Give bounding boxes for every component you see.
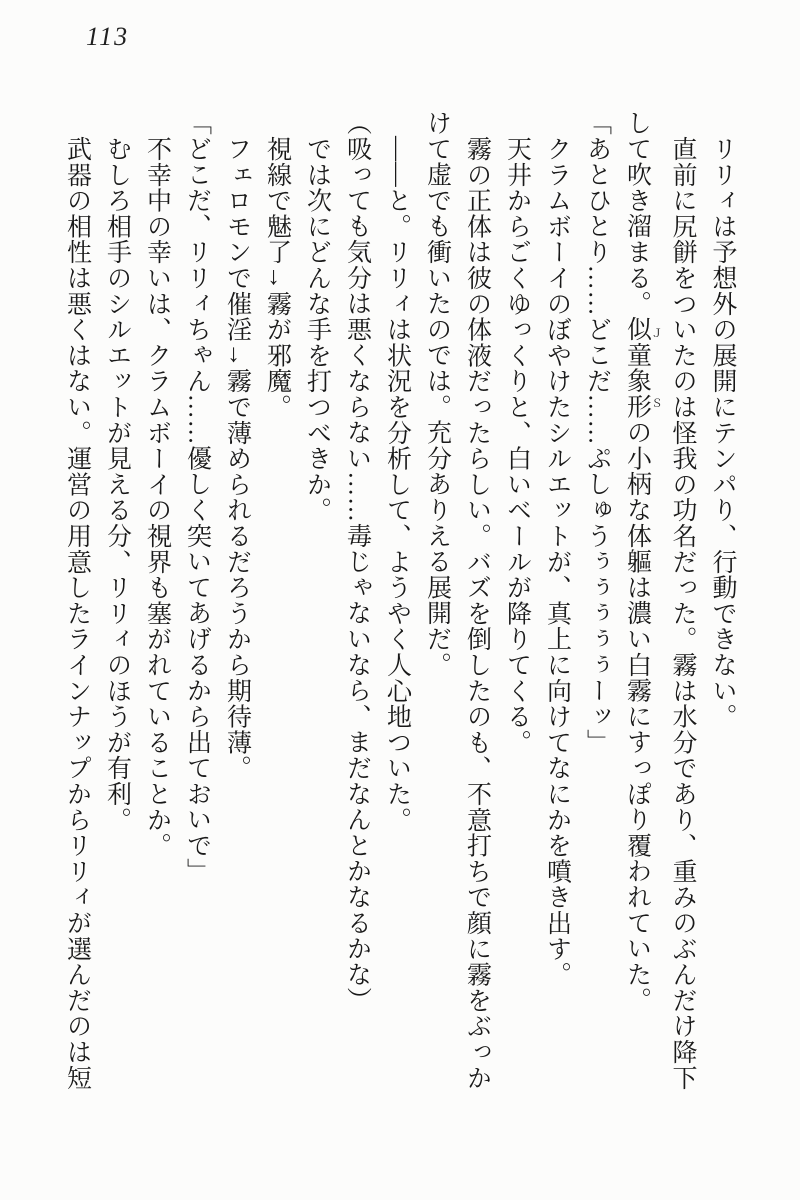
text-segment: の小柄な体軀は濃い白霧にすっぽり覆われていた。	[623, 419, 651, 1014]
ruby-base: 似童象形	[623, 316, 651, 420]
text-line-16: むしろ相手のシルエットが見える分、リリィのほうが有利。	[103, 136, 131, 833]
ruby-text: ＪＳ	[650, 316, 662, 420]
text-line-10: （吸っても気分は悪くならない……毒じゃないなら、まだなんとかなるかな）	[343, 110, 371, 1013]
text-line-8: けて虚でも衝いたのでは。充分ありえる展開だ。	[423, 110, 451, 678]
text-segment: して吹き溜まる。	[623, 110, 651, 317]
text-line-6: 天井からごくゆっくりと、白いベールが降りてくる。	[503, 136, 531, 756]
page-number: 113	[86, 22, 130, 51]
text-line-2: 直前に尻餅をついたのは怪我の功名だった。霧は水分であり、重みのぶんだけ降下	[669, 136, 696, 1091]
text-line-13: フェロモンで催淫→霧で薄められるだろうから期待薄。	[223, 136, 251, 781]
text-line-15: 不幸中の幸いは、クラムボーイの視界も塞がれていることか。	[143, 136, 171, 859]
text-line-4: 「あとひとり……どこだ……ぷしゅうぅぅぅぅぅーッ」	[583, 110, 611, 755]
text-line-9: ――と。リリィは状況を分析して、ようやく人心地ついた。	[383, 136, 411, 833]
text-line-11: では次にどんな手を打つべきか。	[303, 136, 331, 523]
text-line-17: 武器の相性は悪くはない。運営の用意したラインナップからリリィが選んだのは短	[63, 136, 91, 1091]
ruby-annotation	[623, 316, 662, 420]
text-line-14: 「どこだ、リリィちゃん……優しく突いてあげるから出ておいで」	[183, 110, 211, 884]
text-line-5: クラムボーイのぼやけたシルエットが、真上に向けてなにかを噴き出す。	[543, 136, 571, 988]
text-line-1: リリィは予想外の展開にテンパり、行動できない。	[709, 136, 736, 730]
text-line-3	[617, 110, 663, 1094]
text-line-7: 霧の正体は彼の体液だったらしい。バズを倒したのも、不意打ちで顔に霧をぶっか	[463, 136, 491, 1091]
vertical-text-block	[57, 110, 743, 1094]
text-line-12: 視線で魅了→霧が邪魔。	[263, 136, 291, 420]
